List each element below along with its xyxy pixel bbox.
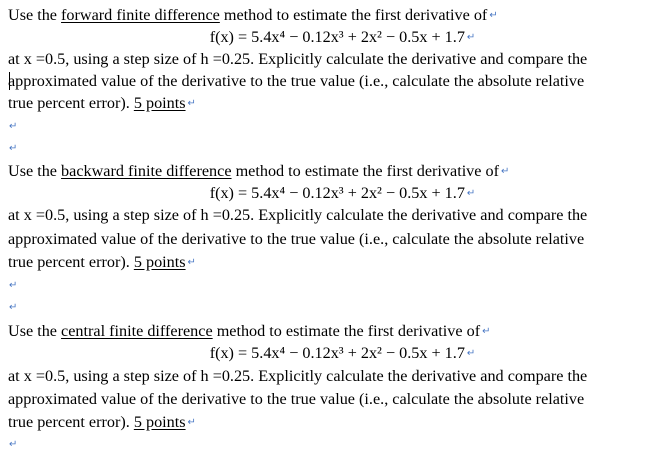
- problem-2-body-line-2: approximated value of the derivative to the true value (i.e., calculate the absolute relative: [8, 230, 585, 248]
- paragraph-mark-icon: ↵: [187, 98, 196, 109]
- problem-3-body-line-3: true percent error). 5 points ↵: [8, 411, 196, 433]
- paragraph-mark-icon: ↵: [9, 121, 18, 132]
- paragraph-mark-icon: ↵: [466, 348, 476, 359]
- paragraph-mark-icon: ↵: [466, 32, 476, 43]
- problem-2-points: 5 points: [133, 253, 186, 271]
- problem-3-body-line-1: at x =0.5, using a step size of h =0.25. Explicitly calculate the derivative and compare the: [8, 367, 588, 385]
- paragraph-mark-icon: ↵: [501, 166, 510, 177]
- problem-2-body-line-3: true percent error). 5 points ↵: [8, 251, 196, 273]
- problem-3-method: central finite difference: [61, 322, 213, 340]
- problem-3-formula: f(x) = 5.4x⁴ − 0.12x³ + 2x² − 0.5x + 1.7 ↵: [0, 342, 665, 364]
- paragraph-mark-icon: ↵: [466, 188, 476, 199]
- problem-3-body-line-2: approximated value of the derivative to the true value (i.e., calculate the absolute relative: [8, 390, 585, 408]
- problem-2-method: backward finite difference: [61, 162, 232, 180]
- paragraph-mark-icon: ↵: [187, 417, 196, 428]
- paragraph-mark-icon: ↵: [489, 10, 498, 21]
- problem-3-points: 5 points: [133, 413, 186, 431]
- paragraph-mark-icon: ↵: [9, 302, 18, 313]
- problem-1-body-line-1: at x =0.5, using a step size of h =0.25. Explicitly calculate the derivative and compare the: [8, 50, 588, 68]
- problem-1-points: 5 points: [133, 94, 186, 112]
- problem-1-body-line-2: approximated value of the derivative to the true value (i.e., calculate the absolute relative: [8, 72, 585, 90]
- problem-2-formula: f(x) = 5.4x⁴ − 0.12x³ + 2x² − 0.5x + 1.7 ↵: [0, 182, 665, 204]
- problem-1-intro: Use the forward finite difference method to estimate the first derivative of ↵: [8, 4, 498, 26]
- paragraph-mark-icon: ↵: [482, 326, 491, 337]
- problem-1-method: forward finite difference: [61, 6, 220, 24]
- paragraph-mark-icon: ↵: [9, 439, 18, 450]
- problem-2-body-line-1: at x =0.5, using a step size of h =0.25. Explicitly calculate the derivative and compare the: [8, 206, 588, 224]
- paragraph-mark-icon: ↵: [187, 257, 196, 268]
- paragraph-mark-icon: ↵: [9, 280, 18, 291]
- paragraph-mark-icon: ↵: [9, 143, 18, 154]
- problem-2-intro: Use the backward finite difference method to estimate the first derivative of ↵: [8, 160, 509, 182]
- problem-1-formula: f(x) = 5.4x⁴ − 0.12x³ + 2x² − 0.5x + 1.7 ↵: [0, 26, 665, 48]
- problem-1-body-line-3: true percent error). 5 points ↵: [8, 92, 196, 114]
- problem-3-intro: Use the central finite difference method to estimate the first derivative of ↵: [8, 320, 491, 342]
